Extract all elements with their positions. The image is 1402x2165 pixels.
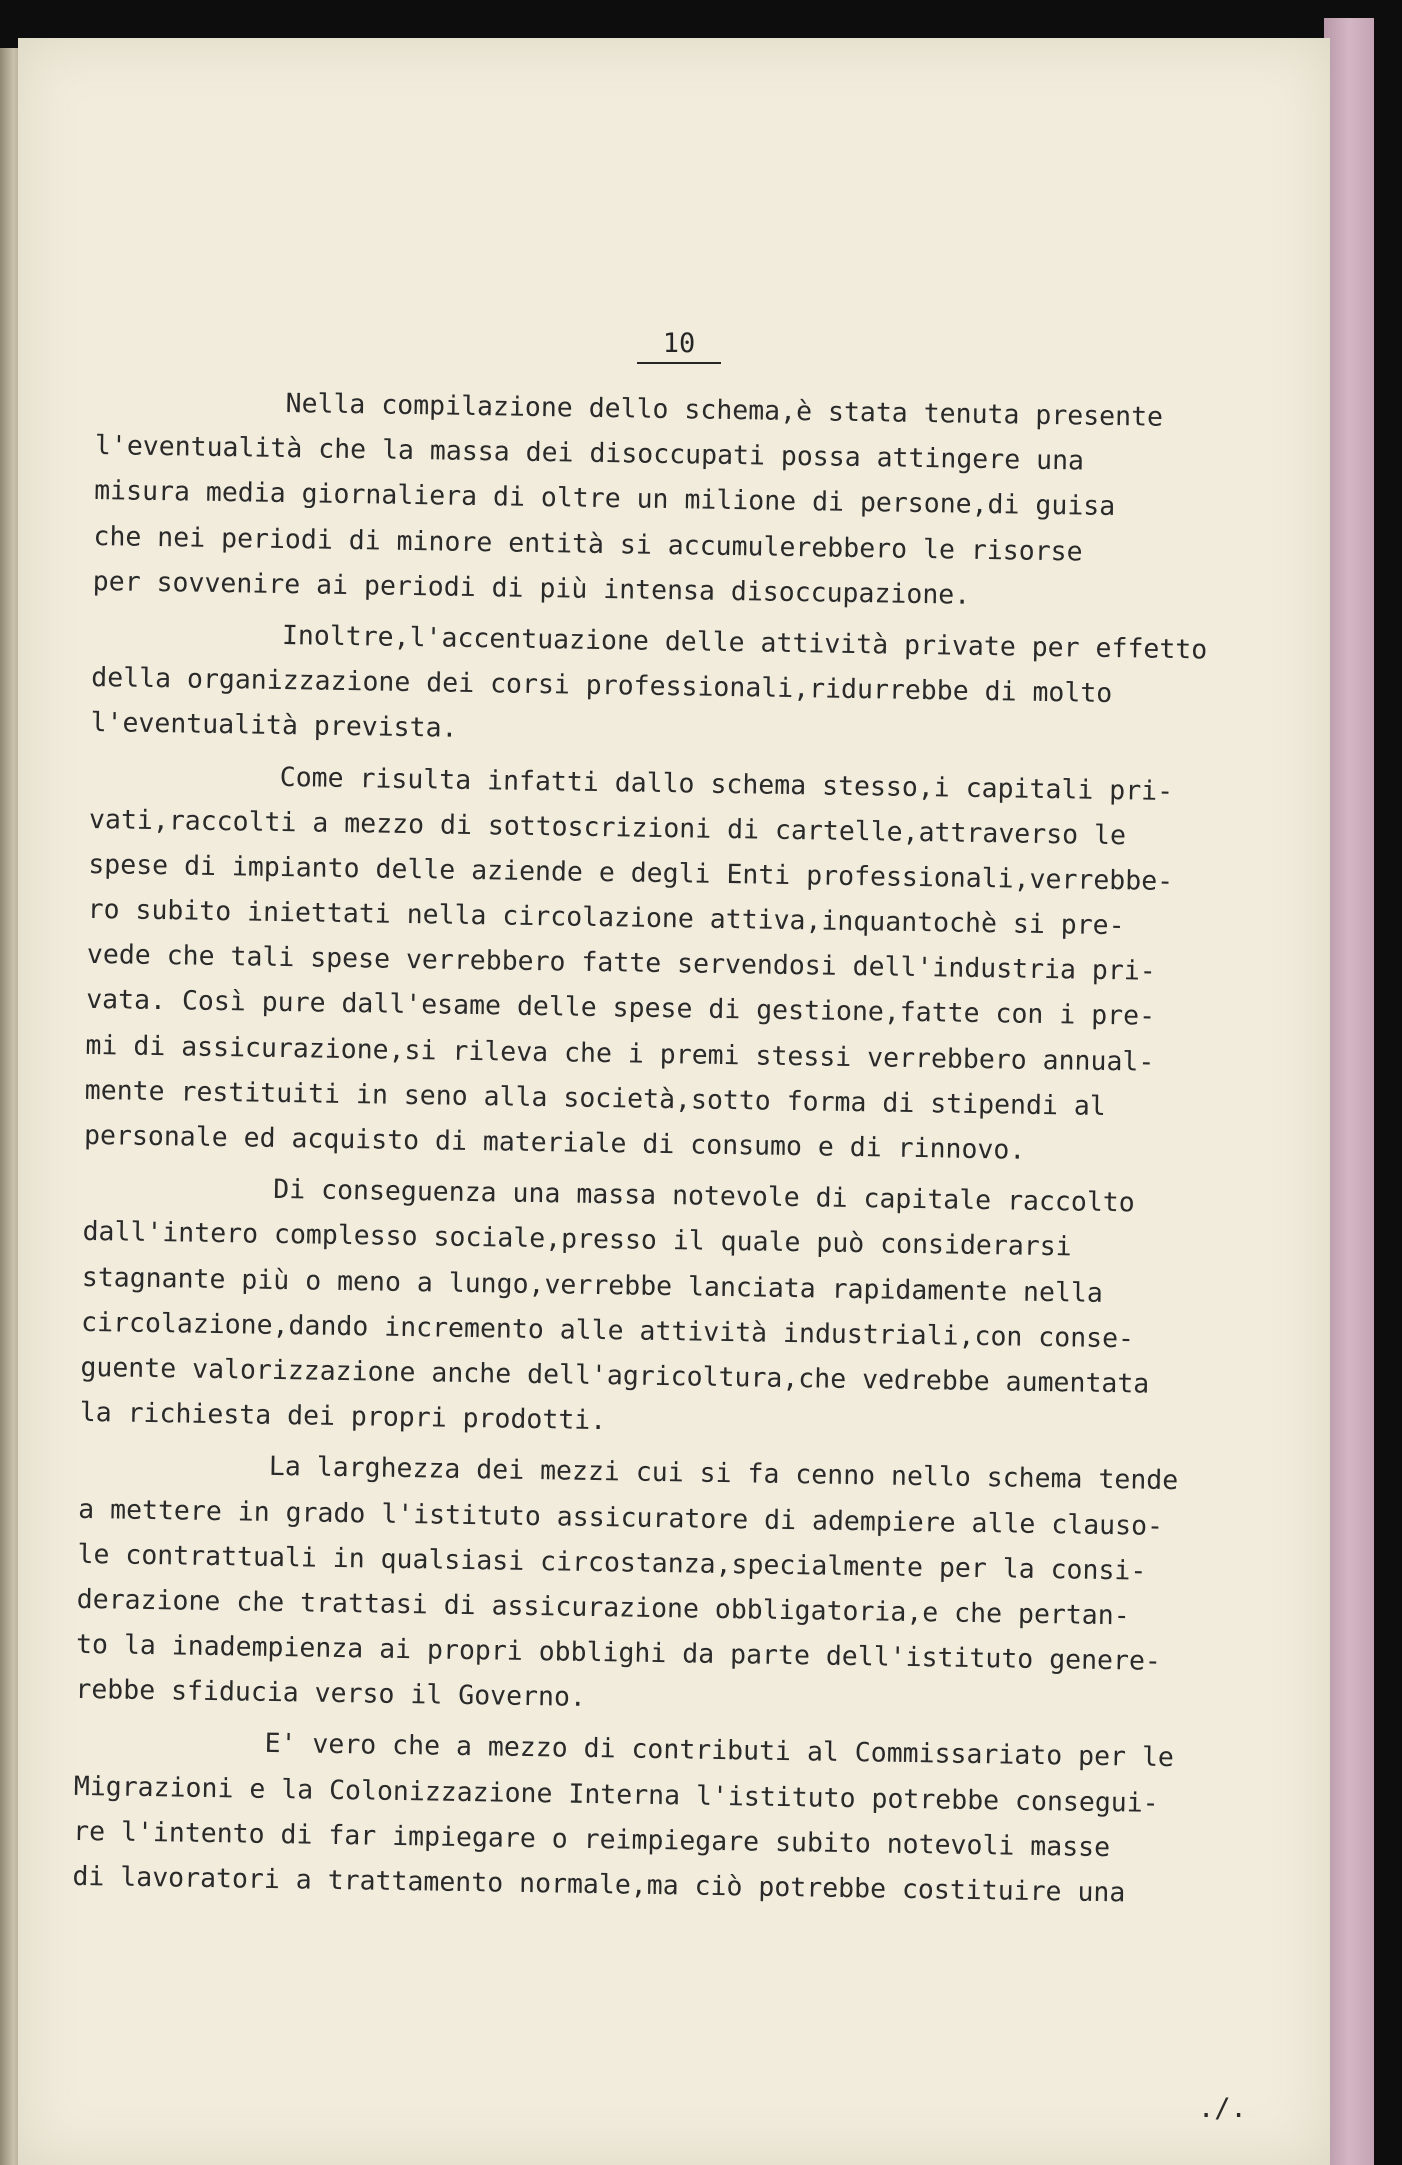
- text-line: Di conseguenza una massa notevole di capitale raccolto: [273, 1174, 1135, 1219]
- paragraph: [75, 1441, 1259, 1731]
- text-line: che nei periodi di minore entità si accumulerebbero le risorse: [93, 520, 1083, 568]
- paragraph: [90, 610, 1272, 764]
- page-number-text: 10: [637, 328, 722, 364]
- text-line: Come risulta infatti dallo schema stesso,i capitali pri-: [279, 761, 1174, 807]
- text-line: derazione che trattasi di assicurazione obbligatoria,e che pertan-: [76, 1583, 1130, 1632]
- text-line: E' vero che a mezzo di contributi al Commissariato per le: [264, 1728, 1175, 1774]
- page-number: [18, 328, 1330, 359]
- text-line: personale ed acquisto di materiale di consumo e di rinnovo.: [83, 1119, 1026, 1166]
- binder-cover: [1324, 18, 1374, 2165]
- text-line: le contrattuali in qualsiasi circostanza,specialmente per la consi-: [77, 1538, 1147, 1587]
- text-line: dall'intero complesso sociale,presso il quale può considerarsi: [82, 1216, 1072, 1263]
- text-line: l'eventualità prevista.: [90, 707, 458, 745]
- text-line: Inoltre,l'accentuazione delle attività private per effetto: [281, 619, 1208, 666]
- paragraph: [72, 1718, 1255, 1917]
- text-line: rebbe sfiducia verso il Governo.: [75, 1674, 587, 1714]
- text-line: vata. Così pure dall'esame delle spese di gestione,fatte con i pre-: [85, 984, 1156, 1033]
- typewritten-page: [18, 38, 1330, 2165]
- text-line: mi di assicurazione,si rileva che i premi stessi verrebbero annual-: [85, 1029, 1155, 1078]
- text-line: guente valorizzazione anche dell'agricoltura,che vedrebbe aumentata: [80, 1351, 1150, 1400]
- text-line: La larghezza dei mezzi cui si fa cenno nello schema tende: [268, 1451, 1179, 1497]
- text-line: della organizzazione dei corsi professionali,ridurrebbe di molto: [91, 662, 1113, 710]
- text-line: to la inadempienza ai propri obblighi da parte dell'istituto genere-: [75, 1628, 1162, 1677]
- text-line: ro subito iniettati nella circolazione attiva,inquantochè si pre-: [87, 893, 1125, 942]
- continuation-mark: ./.: [1198, 2093, 1247, 2124]
- paragraph: [79, 1164, 1263, 1454]
- text-line: Nella compilazione dello schema,è stata tenuta presente: [285, 387, 1164, 433]
- text-line: circolazione,dando incremento alle attività industriali,con conse-: [80, 1306, 1135, 1355]
- paragraph: [92, 378, 1275, 622]
- text-line: per sovvenire ai periodi di più intensa disoccupazione.: [92, 565, 971, 611]
- document-body: [72, 378, 1276, 1918]
- text-line: la richiesta dei propri prodotti.: [79, 1396, 607, 1437]
- text-line: l'eventualità che la massa dei disoccupati possa attingere una: [94, 430, 1085, 477]
- text-line: Migrazioni e la Colonizzazione Interna l'istituto potrebbe consegui-: [73, 1770, 1159, 1819]
- text-line: re l'intento di far impiegare o reimpiegare subito notevoli masse: [72, 1815, 1111, 1863]
- text-line: misura media giornaliera di oltre un milione di persone,di guisa: [93, 475, 1116, 523]
- paragraph: [84, 751, 1270, 1176]
- text-line: spese di impianto delle aziende e degli Enti professionali,verrebbe-: [88, 848, 1174, 897]
- text-line: stagnante più o meno a lungo,verrebbe lanciata rapidamente nella: [81, 1261, 1104, 1309]
- text-line: a mettere in grado l'istituto assicuratore di adempiere alle clauso-: [77, 1493, 1164, 1542]
- text-line: vede che tali spese verrebbero fatte servendosi dell'industria pri-: [86, 939, 1157, 987]
- text-line: mente restituiti in seno alla società,sotto forma di stipendi al: [84, 1074, 1107, 1122]
- text-line: vati,raccolti a mezzo di sottoscrizioni di cartelle,attraverso le: [88, 803, 1127, 851]
- text-line: di lavoratori a trattamento normale,ma ciò potrebbe costituire una: [72, 1860, 1126, 1909]
